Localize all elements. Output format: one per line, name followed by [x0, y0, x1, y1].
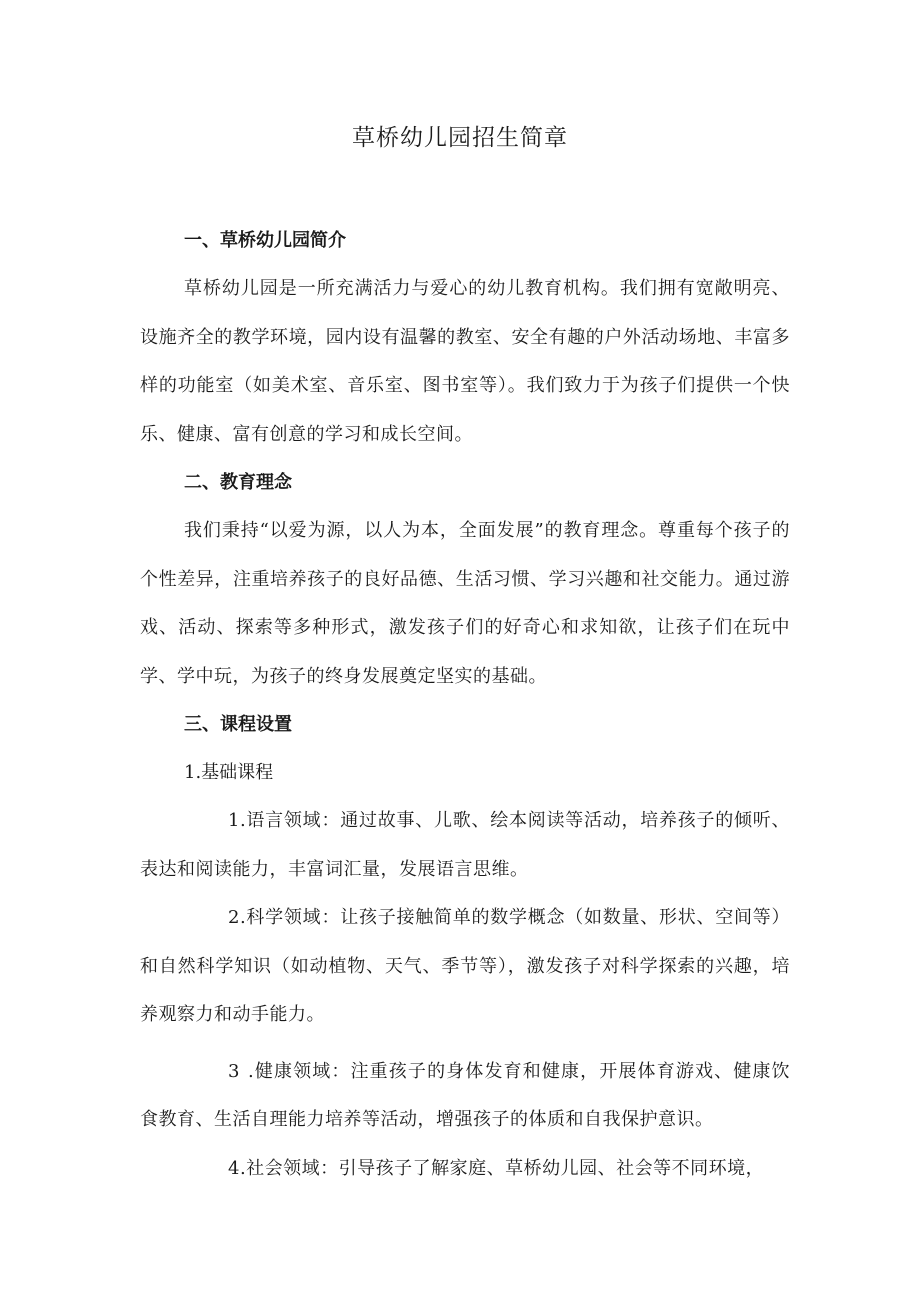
curriculum-item-health — [140, 1048, 790, 1145]
curriculum-item-science — [140, 894, 790, 1040]
item-number: 2 — [228, 907, 240, 928]
item-text: .科学领域：让孩子接触简单的数学概念（如数量、形状、空间等）和自然科学知识（如动植物、天气、季节等），激发孩子对科学探索的兴趣，培养观察力和动手能力。 — [140, 907, 790, 1025]
section-heading-philosophy: 二、教育理念 — [184, 472, 292, 493]
item-number: 3 — [228, 1060, 240, 1082]
page-title: 草桥幼儿园招生简章 — [352, 125, 568, 151]
curriculum-subheading: 1.基础课程 — [184, 762, 274, 783]
section-heading-intro: 一、草桥幼儿园简介 — [184, 230, 346, 251]
item-text: .社会领域：引导孩子了解家庭、草桥幼儿园、社会等不同环境， — [239, 1157, 765, 1179]
item-number: 4 — [228, 1157, 240, 1179]
curriculum-item-social — [140, 1145, 790, 1194]
section-paragraph-intro: 草桥幼儿园是一所充满活力与爱心的幼儿教育机构。我们拥有宽敞明亮、设施齐全的教学环境，园内设有温馨的教室、安全有趣的户外活动场地、丰富多样的功能室（如美术室、音乐室、图书室等）。我们致力于为孩子们提供一个快乐、健康、富有创意的学习和成长空间。 — [140, 278, 790, 445]
spacer — [140, 1040, 790, 1048]
section-paragraph-philosophy: 我们秉持“以爱为源，以人为本，全面发展”的教育理念。尊重每个孩子的个性差异，注重培养孩子的良好品德、生活习惯、学习兴趣和社交能力。通过游戏、活动、探索等多种形式，激发孩子们的好奇心和求知欲，让孩子们在玩中学、学中玩，为孩子的终身发展奠定坚实的基础。 — [140, 520, 790, 687]
curriculum-item-language — [140, 797, 790, 894]
item-text: .语言领域：通过故事、儿歌、绘本阅读等活动，培养孩子的倾听、表达和阅读能力，丰富词汇量，发展语言思维。 — [140, 810, 790, 880]
item-number: 1 — [228, 810, 240, 831]
section-heading-curriculum: 三、课程设置 — [184, 714, 292, 735]
document-body — [140, 217, 790, 1193]
item-text: .健康领域：注重孩子的身体发育和健康，开展体育游戏、健康饮食教育、生活自理能力培养等活动，增强孩子的体质和自我保护意识。 — [140, 1060, 790, 1130]
